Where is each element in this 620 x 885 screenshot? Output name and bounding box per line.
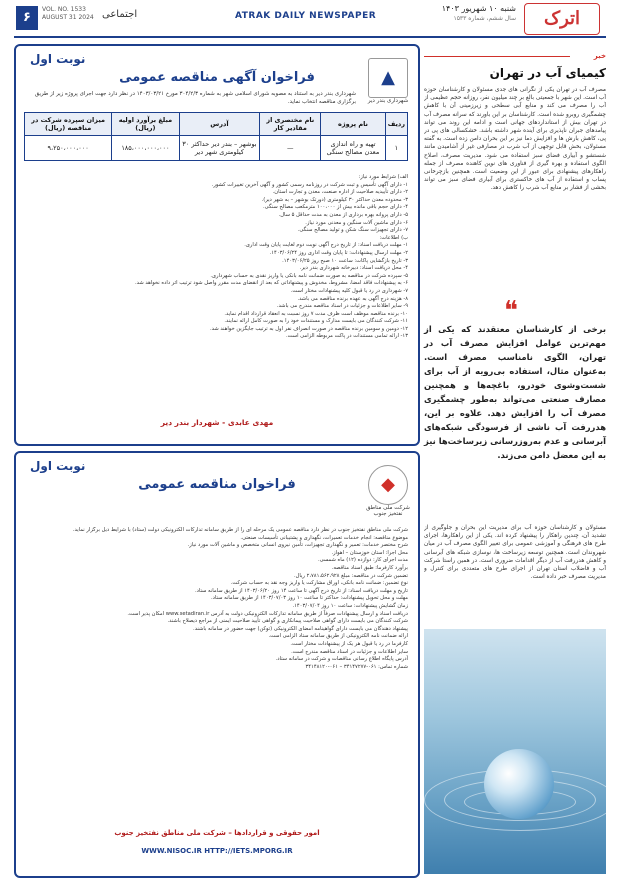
table-header: نام پروژه bbox=[321, 113, 385, 136]
ad-body-line: موضوع مناقصه: انجام خدمات تعمیرات، نگهداری و پشتیبانی تأسیسات صنعتی. bbox=[240, 534, 408, 541]
article-kicker: خبر bbox=[593, 52, 606, 60]
municipality-emblem-icon: ▲ bbox=[368, 58, 408, 98]
ad-body-line: ۷- دارای تجهیزات سنگ شکن و تولید مصالح سنگی. bbox=[297, 227, 408, 234]
ad-body-line: مدت اجرای کار: دوازده (۱۲) ماه شمسی. bbox=[317, 557, 408, 564]
ad-body-line: ۱۲- دومین و سومین برنده مناقصه در صورت انصراف نفر اول به ترتیب جایگزین خواهند شد. bbox=[209, 325, 408, 332]
ad-body-line: ۳- تاریخ بازگشایی پاکات: ساعت ۱۰ صبح روز ۱۴۰۳/۰۶/۲۵. bbox=[282, 257, 408, 264]
table-header: نام مختصری از مقادیر کار bbox=[260, 113, 321, 136]
emblem-caption: شهرداری بندر دیر bbox=[367, 98, 409, 104]
ad-body-line: آدرس پایگاه اطلاع رسانی مناقصات و شرکت در سامانه ستاد. bbox=[275, 656, 408, 663]
ad-body bbox=[26, 527, 408, 823]
ad-tag: نوبت اول bbox=[30, 52, 86, 66]
ad-body-line: ۱۳- ارائه تمامی مستندات در پاکت مربوطه الزامی است. bbox=[285, 333, 408, 340]
ad-body-line: ۱۱- شرکت کنندگان می بایست مدارک و مستندات خود را به صورت کامل ارائه نمایند. bbox=[224, 318, 408, 325]
ad-body-line: ۴- محل دریافت اسناد: دبیرخانه شهرداری بندر دیر. bbox=[299, 265, 408, 272]
ad-title: فراخوان آگهی مناقصه عمومی bbox=[119, 70, 315, 85]
emblem-caption: شرکت ملی مناطق نفتخیز جنوب bbox=[366, 505, 410, 517]
ad-body-line: شرکت کنندگان می بایست دارای گواهی صلاحیت پیمانکاری و گواهی تأیید صلاحیت ایمنی از مراجع ذیصلاح باشند. bbox=[167, 618, 408, 625]
table-cell: ۹،۲۵۰،۰۰۰،۰۰۰ bbox=[25, 136, 112, 161]
ad-body-line: زمان گشایش پیشنهادات: ساعت ۱۰ روز ۱۴۰۳/۰۷/۰۴. bbox=[292, 602, 408, 609]
ad-body-line: ۱- مهلت دریافت اسناد: از تاریخ درج آگهی نوبت دوم لغایت پایان وقت اداری. bbox=[244, 242, 408, 249]
article-column bbox=[424, 44, 606, 874]
article-body: مصرف آب در تهران یکی از نگرانی های جدی مسئولان و کارشناسان حوزه آب است. این شهر با جمعیتی بالغ بر چند میلیون نفر، روزانه حجم عظیمی از آب را مصرف می کند و منابع آبی سطحی و زیرزمینی آن با کاهش چشمگیری روبرو شده است. کارشناسان بر این باورند که سرانه مصرف آب در تهران بیش از استانداردهای جهانی است و ادامه این روند می تواند پیامدهای جبران ناپذیری برای آینده شهر داشته باشد. خشکسالی های پی در پی، کاهش بارش ها و افزایش دما نیز بر این بحران دامن زده است. به گفته مسئولان، بخش قابل توجهی از آب شرب در مصارفی غیر از آشامیدن مانند شستشو و آبیاری فضای سبز استفاده می شود. مدیریت مصرف، اصلاح الگوی استفاده و بهره گیری از فناوری های نوین کاهنده مصرف از جمله راهکارهای پیشنهادی برای عبور از این وضعیت است. همچنین بازچرخانی پساب و استفاده از آب های خاکستری برای آبیاری فضای سبز می تواند بخشی از فشار بر منابع آب شرب را کاهش دهد. bbox=[424, 87, 606, 192]
ad-signature: امور حقوقی و قراردادها – شرکت ملی مناطق نفتخیز جنوب bbox=[114, 829, 320, 837]
ad-body-line: برآورد کارفرما: طبق اسناد مناقصه. bbox=[331, 564, 408, 571]
ad-body bbox=[26, 174, 408, 412]
date-en: AUGUST 31 2024 bbox=[42, 14, 94, 21]
ad-signature: مهدی عابدی - شهردار بندر دیر bbox=[160, 418, 274, 427]
ad-body-line: ۵- سپرده شرکت در مناقصه به صورت ضمانت نامه بانکی یا واریز نقدی به حساب شهرداری. bbox=[210, 272, 408, 279]
ad-body-line: دریافت اسناد و ارسال پیشنهادات صرفاً از طریق سامانه تدارکات الکترونیکی دولت به آدرس www.setadiran.ir امکان پذیر است. bbox=[127, 610, 408, 617]
volume-line: VOL. NO. 1533 bbox=[42, 6, 86, 13]
table-header: آدرس bbox=[179, 113, 260, 136]
ad-body-line: ۵- دارای پروانه بهره برداری از معدن به مدت حداقل ۵ سال. bbox=[278, 211, 408, 218]
table-header: مبلغ برآورد اولیه (ریال) bbox=[112, 113, 179, 136]
ad-body-line: ۶- به پیشنهادات فاقد امضا، مشروط، مخدوش و پیشنهاداتی که بعد از انقضای مدت مقرر واصل شود ترتیب اثر داده نخواهد شد. bbox=[134, 280, 408, 287]
ad-body-line: ۸- هزینه درج آگهی به عهده برنده مناقصه می باشد. bbox=[297, 295, 408, 302]
masthead-rule bbox=[14, 36, 606, 38]
ad-body-line: ۹- سایر اطلاعات و جزئیات در اسناد مناقصه مندرج می باشد. bbox=[276, 303, 408, 310]
issue-date bbox=[442, 4, 516, 24]
ad-body-line: شرکت ملی مناطق نفتخیز جنوب در نظر دارد مناقصه عمومی یک مرحله ای را از طریق سامانه تدارکات الکترونیکی دولت (ستاد) با شرایط ذیل برگزار نماید. bbox=[72, 527, 408, 533]
tender-table bbox=[24, 112, 408, 161]
tender-ad-dayyer bbox=[14, 44, 420, 446]
ad-body-line: ۳- محدوده معدن حداکثر ۳۰ کیلومتری (دورتک بوشهر – به شهر دیر). bbox=[261, 196, 408, 203]
ad-body-line: مهلت و محل تحویل پیشنهادات: حداکثر تا ساعت ۱۰ روز ۱۴۰۳/۰۷/۰۳ از طریق سامانه ستاد. bbox=[210, 595, 408, 602]
ads-column bbox=[14, 44, 416, 874]
ad-intro: شهرداری بندر دیر به استناد به مصوبه شورای اسلامی شهر به شماره ۳۰۴/۲/۳ مورخ ۱۴۰۳/۰۳/۲۱ در نظر دارد جهت اجرای پروژه زیر از طریق برگزاری مناقصه انتخاب نماید. bbox=[34, 91, 356, 105]
paper-logo: اترک bbox=[524, 3, 600, 35]
table-cell: تهیه و راه اندازی معدن مصالح سنگی bbox=[321, 136, 385, 161]
tender-ad-nisoc bbox=[14, 451, 420, 878]
table-header: میزان سپرده شرکت در مناقصه (ریال) bbox=[25, 113, 112, 136]
ad-body-line: ۶- دارای ماشین آلات سنگین و معدنی مورد نیاز. bbox=[305, 219, 408, 226]
table-header: ردیف bbox=[385, 113, 407, 136]
article-title[interactable]: کیمیای آب در تهران bbox=[489, 66, 606, 80]
paper-name-en: ATRAK DAILY NEWSPAPER bbox=[235, 11, 377, 21]
article-pullquote: برخی از کارشناسان معتقدند که یکی از مهم‌ترین عوامل افزایش مصرف آب در تهران، الگوی نامناسب مصرف است. به‌عنوان مثال، استفاده بی‌رویه از آب برای شست‌وشوی خودرو، باغچه‌ها و همچنین مصارف صنعتی می‌تواند به‌طور چشمگیری مصرف آب را افزایش دهد. علاوه بر این، هدررفت آب ناشی از فرسودگی شبکه‌های آبرسانی و عدم به‌روزرسانی زیرساخت‌ها نیز به این معضل دامن می‌زند. bbox=[424, 324, 606, 460]
ad-body-line: کارفرما در رد یا قبول هر یک از پیشنهادات مختار است. bbox=[290, 640, 408, 647]
ad-body-line: شرح مختصر خدمات: تعمیر و نگهداری تجهیزات، تأمین نیروی انسانی متخصص و ماشین آلات مورد نیاز. bbox=[187, 542, 408, 549]
masthead bbox=[0, 0, 620, 42]
ad-title: فراخوان مناقصه عمومی bbox=[138, 477, 296, 492]
oil-company-emblem-icon: ◆ bbox=[368, 465, 408, 505]
article-body-continued: مسئولان و کارشناسان حوزه آب برای مدیریت این بحران و جلوگیری از تشدید آن، چندین راهکار را پیشنهاد کرده اند. یکی از این راهکارها، اجرای طرح های فرهنگی و آموزشی عمومی برای تغییر الگوی مصرف آب در میان شهروندان است. همچنین توسعه زیرساخت ها، نوسازی شبکه های آبرسانی و کاهش هدررفت آب از دیگر اقدامات ضروری است. در همین راستا شرکت آب و فاضلاب استان تهران از اجرای طرح های متعددی برای کنترل و مدیریت مصرف خبر داده است. bbox=[424, 525, 606, 581]
kicker-rule bbox=[424, 56, 570, 57]
ad-body-line: سایر اطلاعات و جزئیات در اسناد مناقصه مندرج است. bbox=[291, 648, 408, 655]
issue-number: سال ششم، شماره ۱۵۳۳ bbox=[453, 15, 516, 22]
ad-body-line: الف) شرایط مورد نیاز: bbox=[358, 174, 408, 180]
table-cell: — bbox=[260, 136, 321, 161]
ad-body-line: ۴- دارای حجم باقی مانده بیش از ۱۰۰،۰۰۰ مترمکعب مصالح سنگی. bbox=[263, 204, 408, 211]
table-row bbox=[25, 136, 408, 161]
water-drop bbox=[484, 749, 554, 819]
table-header-row bbox=[25, 113, 408, 136]
water-drop-photo bbox=[424, 629, 606, 874]
quote-mark-icon: ❝ bbox=[504, 296, 518, 326]
date-fa: شنبه ۱۰ شهریور ۱۴۰۳ bbox=[441, 4, 516, 13]
ad-body-line: پیشنهاد دهندگان می بایست دارای گواهینامه امضای الکترونیکی (توکن) جهت حضور در سامانه باشند. bbox=[193, 625, 408, 632]
section-label: اجتماعی bbox=[102, 9, 138, 20]
page-number: ۶ bbox=[16, 6, 38, 30]
ad-body-line: تضمین شرکت در مناقصه: مبلغ ۲،۷۸۱،۵۶۲،۹۲۸ ریال. bbox=[293, 572, 408, 579]
ad-body-line: ۷- شهرداری در رد یا قبول کلیه پیشنهادات مختار است. bbox=[290, 287, 408, 294]
ad-body-line: تاریخ و مهلت دریافت اسناد: از تاریخ درج آگهی تا ساعت ۱۴ روز ۱۴۰۳/۰۶/۲۰ از طریق سامانه ستاد. bbox=[194, 587, 408, 594]
ad-tag: نوبت اول bbox=[30, 459, 86, 473]
ad-body-line: ۱۰- برنده مناقصه موظف است ظرف مدت ۷ روز نسبت به انعقاد قرارداد اقدام نماید. bbox=[224, 310, 408, 317]
table-cell: ۱ bbox=[385, 136, 407, 161]
table-cell: بوشهر – بندر دیر حداکثر ۳۰ کیلومتری شهر دیر bbox=[179, 136, 260, 161]
ad-body-line: نوع تضمین: ضمانت نامه بانکی، اوراق مشارکت یا واریز وجه نقد به حساب شرکت. bbox=[230, 580, 408, 587]
ad-body-line: ۲- مهلت ارسال پیشنهادات: تا پایان وقت اداری روز ۱۴۰۳/۰۶/۲۴. bbox=[269, 249, 408, 256]
ad-urls[interactable]: WWW.NISOC.IR HTTP://IETS.MPORG.IR bbox=[141, 847, 293, 855]
ad-body-line: ۱- دارای آگهی تأسیس و ثبت شرکت در روزنامه رسمی کشور و آگهی آخرین تغییرات کشور. bbox=[211, 181, 408, 188]
ad-body-line: ب) اطلاعات: bbox=[379, 234, 408, 241]
ad-body-line: شماره تماس: ۰۶۱-۳۴۱۴۷۲۷۷ – ۰۶۱-۳۴۱۴۸۱۲۰ bbox=[305, 663, 408, 670]
table-cell: ۱۸۵،۰۰۰،۰۰۰،۰۰۰ bbox=[112, 136, 179, 161]
ad-body-line: محل اجرا: استان خوزستان – اهواز. bbox=[331, 549, 408, 556]
ad-body-line: ۲- دارای تأییدیه صلاحیت از اداره صنعت، معدن و تجارت استان. bbox=[272, 189, 408, 196]
ad-body-line: ارائه ضمانت نامه الکترونیکی از طریق سامانه ستاد الزامی است. bbox=[268, 633, 408, 640]
